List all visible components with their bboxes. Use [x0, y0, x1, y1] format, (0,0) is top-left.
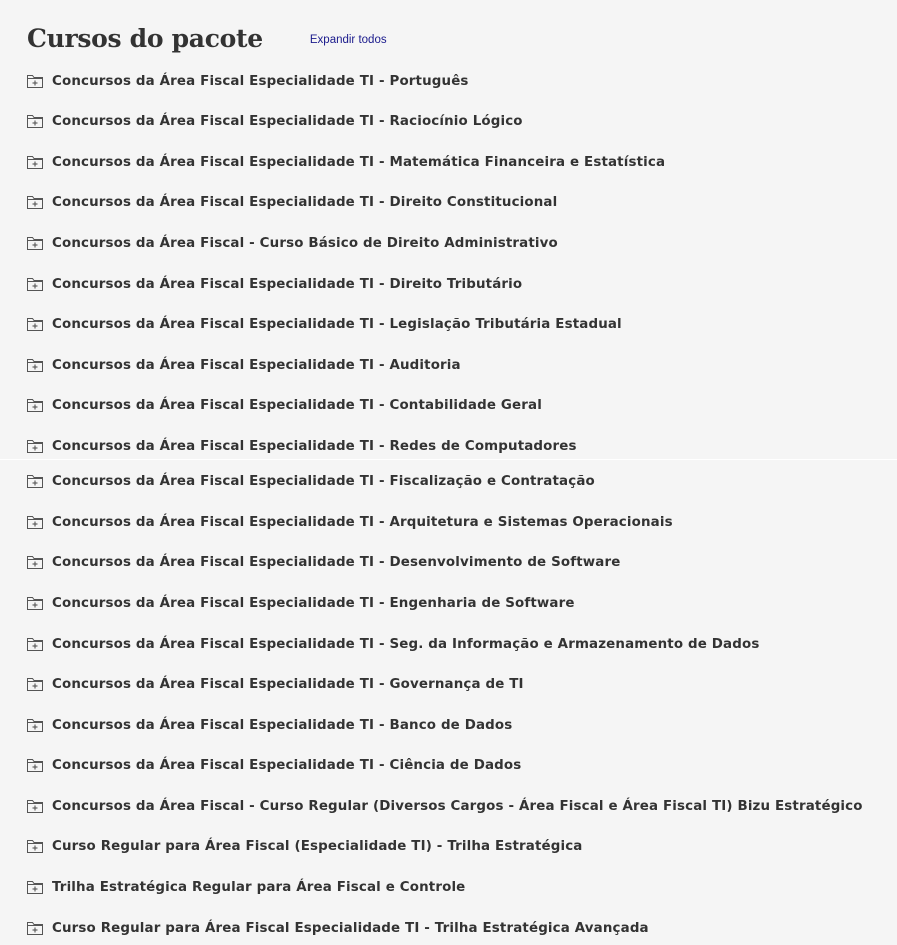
course-title: Trilha Estratégica Regular para Área Fiscal e Controle	[52, 879, 466, 895]
course-item[interactable]	[26, 876, 465, 898]
folder-plus-icon[interactable]	[26, 799, 52, 814]
course-title: Concursos da Área Fiscal Especialidade TI - Direito Tributário	[52, 276, 523, 292]
course-title: Concursos da Área Fiscal Especialidade TI - Banco de Dados	[52, 717, 513, 733]
course-item[interactable]	[26, 435, 577, 457]
course-item[interactable]	[26, 673, 524, 695]
folder-plus-icon[interactable]	[26, 839, 52, 854]
folder-plus-icon[interactable]	[26, 114, 52, 129]
folder-plus-icon[interactable]	[26, 677, 52, 692]
course-item[interactable]	[26, 313, 622, 335]
course-title: Concursos da Área Fiscal - Curso Básico de Direito Administrativo	[52, 235, 558, 251]
folder-plus-icon[interactable]	[26, 236, 52, 251]
course-title: Concursos da Área Fiscal Especialidade TI - Direito Constitucional	[52, 194, 558, 210]
folder-plus-icon[interactable]	[26, 718, 52, 733]
folder-plus-icon[interactable]	[26, 74, 52, 89]
course-item[interactable]	[26, 232, 558, 254]
course-title: Curso Regular para Área Fiscal (Especialidade TI) - Trilha Estratégica	[52, 838, 583, 854]
course-item[interactable]	[26, 917, 649, 939]
folder-plus-icon[interactable]	[26, 596, 52, 611]
course-title: Concursos da Área Fiscal Especialidade TI - Contabilidade Geral	[52, 397, 542, 413]
folder-plus-icon[interactable]	[26, 439, 52, 454]
course-item[interactable]	[26, 470, 595, 492]
course-item[interactable]	[26, 795, 863, 817]
course-item[interactable]	[26, 151, 665, 173]
course-item[interactable]	[26, 633, 759, 655]
course-title: Concursos da Área Fiscal Especialidade TI - Legislação Tributária Estadual	[52, 316, 622, 332]
folder-plus-icon[interactable]	[26, 637, 52, 652]
course-title: Curso Regular para Área Fiscal Especialidade TI - Trilha Estratégica Avançada	[52, 920, 649, 936]
course-item[interactable]	[26, 714, 512, 736]
course-title: Concursos da Área Fiscal Especialidade TI - Matemática Financeira e Estatística	[52, 154, 666, 170]
course-title: Concursos da Área Fiscal Especialidade TI - Arquitetura e Sistemas Operacionais	[52, 514, 673, 530]
course-title: Concursos da Área Fiscal - Curso Regular (Diversos Cargos - Área Fiscal e Área Fiscal TI) Bizu Estratégico	[52, 798, 863, 814]
course-title: Concursos da Área Fiscal Especialidade TI - Engenharia de Software	[52, 595, 575, 611]
course-item[interactable]	[26, 754, 521, 776]
course-title: Concursos da Área Fiscal Especialidade TI - Redes de Computadores	[52, 438, 577, 454]
course-title: Concursos da Área Fiscal Especialidade TI - Ciência de Dados	[52, 757, 522, 773]
folder-plus-icon[interactable]	[26, 921, 52, 936]
course-item[interactable]	[26, 551, 620, 573]
folder-plus-icon[interactable]	[26, 277, 52, 292]
header	[27, 18, 387, 58]
course-title: Concursos da Área Fiscal Especialidade TI - Raciocínio Lógico	[52, 113, 523, 129]
course-title: Concursos da Área Fiscal Especialidade TI - Auditoria	[52, 357, 461, 373]
course-item[interactable]	[26, 511, 673, 533]
course-item[interactable]	[26, 592, 575, 614]
page-title: Cursos do pacote	[27, 23, 263, 53]
folder-plus-icon[interactable]	[26, 155, 52, 170]
folder-plus-icon[interactable]	[26, 317, 52, 332]
course-item[interactable]	[26, 70, 469, 92]
course-title: Concursos da Área Fiscal Especialidade TI - Português	[52, 73, 469, 89]
folder-plus-icon[interactable]	[26, 358, 52, 373]
course-item[interactable]	[26, 354, 461, 376]
folder-plus-icon[interactable]	[26, 474, 52, 489]
folder-plus-icon[interactable]	[26, 515, 52, 530]
expand-all-link[interactable]: Expandir todos	[309, 34, 387, 46]
section-divider	[0, 459, 897, 460]
course-title: Concursos da Área Fiscal Especialidade TI - Fiscalização e Contratação	[52, 473, 595, 489]
folder-plus-icon[interactable]	[26, 398, 52, 413]
course-title: Concursos da Área Fiscal Especialidade TI - Desenvolvimento de Software	[52, 554, 621, 570]
course-item[interactable]	[26, 110, 523, 132]
course-item[interactable]	[26, 835, 582, 857]
folder-plus-icon[interactable]	[26, 195, 52, 210]
folder-plus-icon[interactable]	[26, 555, 52, 570]
course-item[interactable]	[26, 191, 557, 213]
course-item[interactable]	[26, 394, 542, 416]
folder-plus-icon[interactable]	[26, 758, 52, 773]
course-item[interactable]	[26, 273, 522, 295]
course-title: Concursos da Área Fiscal Especialidade TI - Seg. da Informação e Armazenamento de Dados	[52, 636, 760, 652]
folder-plus-icon[interactable]	[26, 880, 52, 895]
course-title: Concursos da Área Fiscal Especialidade TI - Governança de TI	[52, 676, 524, 692]
